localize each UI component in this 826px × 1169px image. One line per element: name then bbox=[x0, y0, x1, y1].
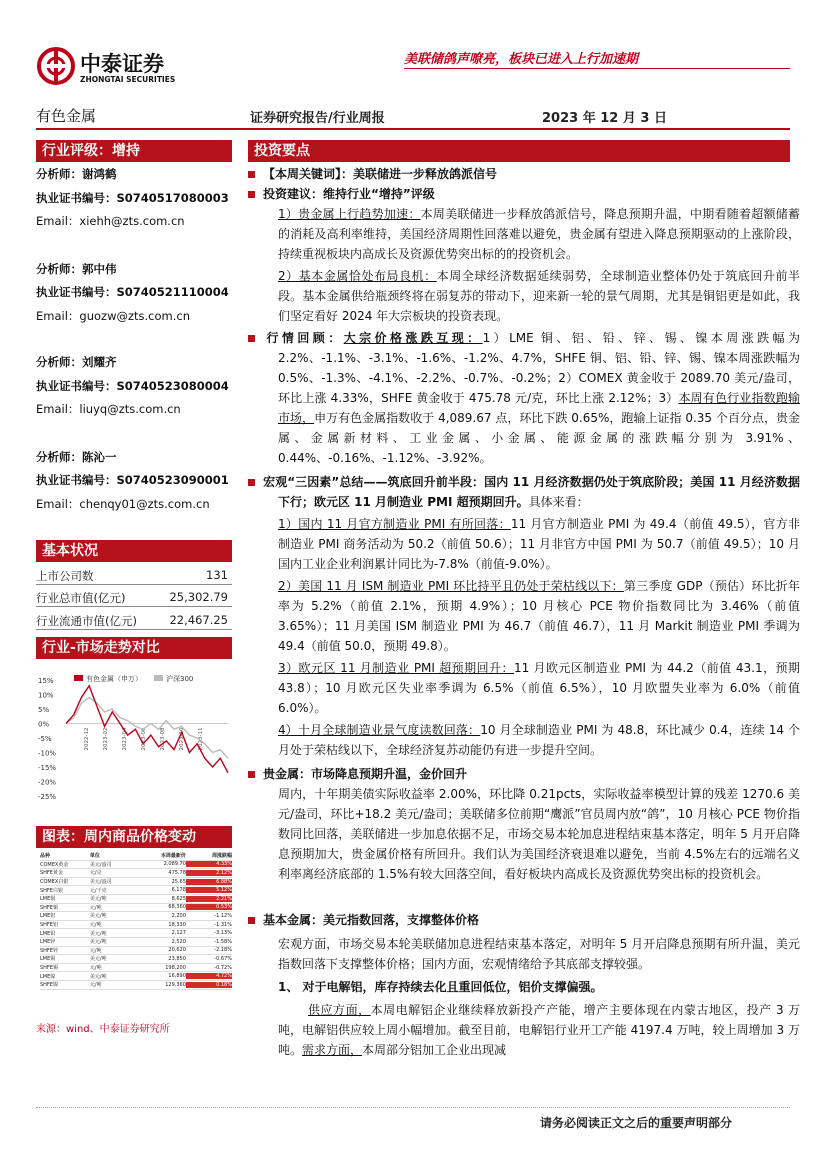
table-cell: 美元/吨 bbox=[89, 939, 107, 946]
bullet-icon bbox=[248, 479, 255, 486]
subhead: 3）欧元区 11 月制造业 PMI 超预期回升： bbox=[278, 661, 514, 675]
paragraph bbox=[248, 514, 800, 574]
table-cell: COMEX黄金 bbox=[40, 861, 69, 868]
table-header bbox=[40, 852, 232, 861]
table-cell: 美元/吨 bbox=[89, 896, 107, 903]
table-cell: LME铜 bbox=[40, 896, 56, 903]
section-heading bbox=[248, 764, 800, 784]
trend-chart bbox=[36, 668, 232, 804]
text: 贵金属：市场降息预期升温，金价回升 bbox=[263, 767, 468, 781]
table-row bbox=[40, 955, 232, 964]
subhead: 大宗价格涨跌互现： bbox=[343, 331, 483, 345]
table-cell: 元/吨 bbox=[89, 904, 102, 911]
table-cell: 475.78 bbox=[168, 869, 186, 876]
stat-row bbox=[36, 590, 228, 606]
analyst-email[interactable]: Email：xiehh@zts.com.cn bbox=[36, 214, 185, 228]
table-cell: SHFE镍 bbox=[40, 982, 58, 989]
table-row bbox=[40, 861, 232, 870]
stat-value: 131 bbox=[206, 568, 228, 582]
table-cell: 20,620 bbox=[168, 947, 186, 954]
sector-name: 有色金属 bbox=[36, 107, 97, 125]
rating-bar: 行业评级：增持 bbox=[36, 140, 232, 162]
table-cell: 6,178 bbox=[171, 887, 186, 894]
x-tick-label: 2022-12 bbox=[84, 727, 90, 751]
bullet-icon bbox=[248, 191, 255, 198]
x-tick-label: 2023-10 bbox=[179, 727, 185, 751]
table-cell: 2.12% bbox=[186, 870, 232, 876]
table-cell: 18,330 bbox=[168, 921, 186, 928]
table-row bbox=[40, 904, 232, 913]
divider bbox=[36, 584, 232, 585]
table-cell: 本周最新价 bbox=[160, 853, 186, 860]
text: 投资建议：维持行业“增持”评级 bbox=[263, 187, 435, 201]
table-cell: -2.18% bbox=[214, 947, 232, 954]
table-cell: 美元/吨 bbox=[89, 930, 107, 937]
subhead: 2）基本金属恰处布局良机： bbox=[278, 269, 437, 283]
text: 【本周关键词】：美联储进一步释放鸽派信号 bbox=[263, 167, 498, 181]
table-cell: 元/千克 bbox=[89, 887, 107, 894]
table-cell: SHFE锡 bbox=[40, 965, 58, 972]
divider bbox=[36, 629, 232, 630]
table-row bbox=[40, 947, 232, 956]
source-note: 来源：wind、中泰证券研究所 bbox=[36, 1024, 170, 1035]
text: 基本金属：美元指数回落，支撑整体价格 bbox=[263, 913, 480, 927]
y-tick-label: 15% bbox=[38, 677, 54, 685]
subhead: 1）国内 11 月官方制造业 PMI 有所回落： bbox=[278, 517, 511, 531]
x-tick-label: 2023-04 bbox=[122, 727, 128, 751]
key-points-bar: 投资要点 bbox=[248, 140, 790, 162]
paragraph bbox=[248, 266, 800, 326]
table-cell: LME铝 bbox=[40, 913, 56, 920]
analyst-name: 分析师：陈沁一 bbox=[36, 450, 117, 464]
text: 1）LME 铜、铝、铅、锌、锡、镍本周涨跌幅为 2.2%、-1.1%、-3.1%、-1.6%、-1.2%、4.7%，SHFE 铜、铝、铅、锌、锡、镍本周涨跌幅为 0.5%、-1.3%、-4.1%、-2.2%、-0.7%、-0.2%；2）COMEX 黄金收于 2089.70 美元/盎司，环比上涨 4.33%，SHFE 黄金收于 475.78 元/克，环比上涨 2.12%；3） bbox=[278, 331, 800, 405]
text: 11 月官方制造业 PMI 为 49.4（前值 49.5），官方非制造业 PMI 商务活动为 50.2（前值 50.6）；11 月非官方中国 PMI 为 50.7（前值 49.5）；10 月国内工业企业利润累计同比为-7.8%（前值-9.0%）。 bbox=[278, 517, 800, 571]
bullet-icon bbox=[248, 335, 255, 342]
text: 本周部分铝加工企业出现减 bbox=[362, 1043, 507, 1057]
stat-value: 22,467.25 bbox=[169, 613, 228, 627]
table-cell: 68,360 bbox=[168, 904, 186, 911]
y-tick-label: -15% bbox=[38, 764, 57, 772]
x-tick-label: 2023-08 bbox=[160, 727, 166, 751]
table-cell: LME锌 bbox=[40, 939, 56, 946]
table-cell: 周涨跌幅 bbox=[211, 853, 232, 860]
table-cell: 美元/吨 bbox=[89, 973, 107, 980]
table-cell: LME铅 bbox=[40, 930, 56, 937]
report-date: 2023 年 12 月 3 日 bbox=[542, 111, 667, 126]
subhead: 宏观“三因素”总结——筑底回升前半段：国内 11 月经济数据仍处于筑底阶段；美国 11 月经济数据下行；欧元区 11 月制造业 PMI 超预期回升。 bbox=[263, 475, 800, 509]
price-table-bar: 图表：周内商品价格变动 bbox=[36, 826, 232, 848]
paragraph bbox=[248, 1000, 800, 1060]
analyst-name: 分析师：郭中伟 bbox=[36, 262, 117, 276]
table-cell: 美元/盎司 bbox=[89, 861, 112, 868]
table-cell: 0.53% bbox=[186, 904, 232, 910]
table-cell: 23,850 bbox=[168, 955, 186, 962]
table-cell: 2,127 bbox=[171, 930, 186, 937]
bullet-icon bbox=[248, 171, 255, 178]
subhead: 1）贵金属上行趋势加速： bbox=[278, 207, 421, 221]
table-row bbox=[40, 929, 232, 938]
table-cell: 美元/吨 bbox=[89, 913, 107, 920]
footer-disclaimer: 请务必阅读正文之后的重要声明部分 bbox=[540, 1116, 733, 1130]
stat-row bbox=[36, 613, 228, 629]
table-row bbox=[40, 869, 232, 878]
table-cell: 元/吨 bbox=[89, 965, 102, 972]
analyst-cert: 执业证书编号：S0740523090001 bbox=[36, 473, 229, 487]
keyword-line bbox=[248, 164, 800, 184]
analyst-email[interactable]: Email：liuyq@zts.com.cn bbox=[36, 402, 181, 416]
y-tick-label: -10% bbox=[38, 749, 57, 758]
bullet-icon bbox=[248, 771, 255, 778]
paragraph bbox=[248, 472, 800, 512]
x-tick-label: 2023-11 bbox=[198, 727, 204, 751]
paragraph bbox=[248, 658, 800, 718]
x-tick-label: 2023-06 bbox=[141, 727, 147, 751]
text: 10 月全球制造业 PMI 为 48.8，环比减少 0.4，连续 14 个月处于荣枯线以下，全球经济复苏动能仍有进一步提升空间。 bbox=[278, 723, 800, 757]
table-row bbox=[40, 964, 232, 973]
analyst-name: 分析师：谢鸿鹤 bbox=[36, 167, 117, 181]
paragraph bbox=[248, 328, 800, 468]
header-divider bbox=[36, 128, 790, 130]
x-tick-label: 2023-02 bbox=[103, 727, 109, 751]
paragraph bbox=[248, 720, 800, 760]
table-cell: 5.12% bbox=[186, 887, 232, 893]
text: 申万有色金属指数收于 4,089.67 点，环比下跌 0.65%，跑输上证指 0.35 个百分点，贵金属、金属新材料、工业金属、小金属、能源金属的涨跌幅分别为 3.91%、0.44%、-0.16%、-1.12%、-3.92%。 bbox=[278, 411, 800, 465]
table-cell: SHFE铜 bbox=[40, 904, 58, 911]
table-row bbox=[40, 886, 232, 895]
paragraph bbox=[248, 204, 800, 264]
legend-swatch-b bbox=[154, 675, 163, 681]
table-cell: 4.72% bbox=[186, 973, 232, 979]
stat-row bbox=[36, 568, 228, 584]
text: 本周全球经济数据延续弱势，全球制造业整体仍处于筑底回升前半段。基本金属供给瓶颈终将在弱复苏的带动下，迎来新一轮的景气周期，尤其是铜铝更是如此，我们坚定看好 2024 年大宗板块的投资表现。 bbox=[278, 269, 800, 323]
legend-label-b: 沪深300 bbox=[166, 675, 194, 683]
y-tick-label: 10% bbox=[38, 691, 54, 700]
analyst-email[interactable]: Email：chenqy01@zts.com.cn bbox=[36, 497, 210, 511]
table-cell: 元/吨 bbox=[89, 947, 102, 954]
table-cell: COMEX白银 bbox=[40, 879, 69, 886]
paragraph: 宏观方面，市场交易本轮美联储加息进程结束基本落定，对明年 5 月开启降息预期有所升温，美元指数回落下支撑整体价格；国内方面，宏观情绪给予其底部支撑较强。 bbox=[278, 937, 800, 971]
table-row bbox=[40, 981, 232, 990]
footer-divider bbox=[36, 1107, 790, 1108]
text: 本周电解铝企业继续释放新投产产能，增产主要体现在内蒙古地区，投产 3 万吨，电解铝供应较上周小幅增加。截至目前，电解铝行业开工产能 4197.4 万吨，较上周增加 3 万吨。 bbox=[278, 1003, 800, 1057]
subhead: 4）十月全球制造业景气度读数回落： bbox=[278, 723, 481, 737]
table-cell: 2,200 bbox=[171, 912, 186, 919]
table-cell: LME锡 bbox=[40, 956, 56, 963]
table-cell: SHFE黄金 bbox=[40, 870, 63, 877]
trend-bar: 行业-市场走势对比 bbox=[36, 637, 232, 659]
table-row bbox=[40, 972, 232, 981]
table-cell: 8,625 bbox=[171, 895, 186, 902]
paragraph bbox=[248, 576, 800, 656]
analyst-cert: 执业证书编号：S0740521110004 bbox=[36, 285, 229, 299]
header-rule bbox=[404, 68, 790, 69]
table-cell: SHFE锌 bbox=[40, 947, 58, 954]
subhead: 本周有色行业指数跑输市场， bbox=[278, 391, 800, 425]
table-cell: -1.12% bbox=[214, 912, 232, 919]
section-heading bbox=[248, 910, 800, 930]
text: 11 月欧元区制造业 PMI 为 44.2（前值 43.1，预期 43.8）；10 月欧元区失业率季调为 6.5%（前值 6.5%），10 月欧盟失业率为 6.0%（前值 6.0%）。 bbox=[278, 661, 800, 715]
text: 本周美联储进一步释放鸽派信号，降息预期升温，中期看随着超额储蓄的消耗及高利率维持，美国经济周期性回落难以避免，贵金属有望进入降息预期驱动的上涨阶段，持续重视板块内高成长及资源优势突出标的的投资机会。 bbox=[278, 207, 800, 261]
bullet-icon bbox=[248, 917, 255, 924]
y-tick-label: -5% bbox=[38, 735, 52, 743]
basic-status-bar: 基本状况 bbox=[36, 540, 232, 562]
table-row bbox=[40, 938, 232, 947]
table-cell: 美元/吨 bbox=[89, 956, 107, 963]
price-table bbox=[40, 852, 232, 990]
subhead: 行情回顾： bbox=[263, 331, 344, 345]
table-cell: -1.58% bbox=[214, 938, 232, 945]
subhead: 2）美国 11 月 ISM 制造业 PMI 环比持平且仍处于荣枯线以下： bbox=[278, 579, 624, 593]
y-tick-label: 0% bbox=[38, 720, 50, 729]
legend-label-a: 有色金属（申万） bbox=[86, 675, 142, 683]
analyst-cert: 执业证书编号：S0740523080004 bbox=[36, 379, 229, 393]
legend-swatch-a bbox=[74, 675, 83, 681]
divider bbox=[36, 606, 232, 607]
table-cell: -0.72% bbox=[214, 964, 232, 971]
stat-label: 行业总市值(亿元) bbox=[36, 591, 126, 605]
table-row bbox=[40, 912, 232, 921]
recommendation-line bbox=[248, 184, 800, 204]
y-tick-label: -20% bbox=[38, 778, 57, 787]
table-cell: 4.33% bbox=[186, 861, 232, 867]
table-cell: 2,089.70 bbox=[163, 861, 186, 868]
table-cell: LME镍 bbox=[40, 973, 56, 980]
zhongtai-logo bbox=[36, 46, 186, 90]
table-cell: 129,360 bbox=[165, 981, 186, 988]
company-name-en: ZHONGTAI SECURITIES bbox=[80, 75, 176, 84]
table-cell: 198,200 bbox=[165, 964, 186, 971]
table-row bbox=[40, 895, 232, 904]
paragraph: 周内，十年期美债实际收益率 2.00%，环比降 0.21pcts，实际收益率模型计算的残差 1270.6 美元/盎司，环比+18.2 美元/盎司；美联储多位前期“鹰派”官员周内放“鸽”，10 月核心 PCE 物价指数同比回落，美联储进一步加息依据不足，市场交易本轮加息进程结束基本落定，明年 5 月开启降息预期加大，贵金属价格有所回升。我们认为美国经济衰退难以避免，当前 4.5%左右的远端名义利率离经济底部的 1.5%有较大回落空间，看好板块内高成长及资源优势突出标的投资机会。 bbox=[278, 787, 800, 881]
table-cell: SHFE白银 bbox=[40, 887, 63, 894]
table-cell: 美元/盎司 bbox=[89, 879, 112, 886]
stat-label: 行业流通市值(亿元) bbox=[36, 614, 137, 628]
analyst-cert: 执业证书编号：S0740517080003 bbox=[36, 191, 229, 205]
y-tick-label: 5% bbox=[38, 706, 50, 714]
table-cell: 2,520 bbox=[171, 938, 186, 945]
trend-chart-svg bbox=[36, 668, 232, 804]
table-cell: SHFE铝 bbox=[40, 922, 58, 929]
table-cell: -3.13% bbox=[214, 930, 232, 937]
analyst-name: 分析师：刘耀齐 bbox=[36, 355, 117, 369]
y-tick-label: -25% bbox=[38, 793, 57, 801]
stat-value: 25,302.79 bbox=[169, 590, 228, 604]
stat-label: 上市公司数 bbox=[36, 569, 94, 583]
table-cell: 6.88% bbox=[186, 879, 232, 885]
table-cell: 元/吨 bbox=[89, 982, 102, 989]
table-cell: 2.21% bbox=[186, 896, 232, 902]
table-cell: 元/克 bbox=[89, 870, 102, 877]
table-cell: 单位 bbox=[89, 853, 100, 860]
report-headline: 美联储鸽声嘹亮，板块已进入上行加速期 bbox=[404, 52, 639, 67]
table-row bbox=[40, 921, 232, 930]
table-cell: 25.65 bbox=[171, 878, 186, 885]
table-cell: -1.31% bbox=[214, 921, 232, 928]
table-cell: 元/吨 bbox=[89, 922, 102, 929]
report-type: 证券研究报告/行业周报 bbox=[250, 111, 385, 126]
company-name-cn: 中泰证券 bbox=[80, 52, 164, 76]
text: 具体来看： bbox=[528, 495, 589, 509]
analyst-email[interactable]: Email：guozw@zts.com.cn bbox=[36, 309, 190, 323]
table-cell: 品种 bbox=[40, 853, 51, 860]
table-cell: 0.18% bbox=[186, 982, 232, 988]
table-cell: 16,890 bbox=[168, 973, 186, 980]
table-row bbox=[40, 878, 232, 887]
table-cell: -0.67% bbox=[214, 955, 232, 962]
subheading: 1、 对于电解铝，库存持续去化且重回低位，铝价支撑偏强。 bbox=[278, 980, 603, 994]
text: 第三季度 GDP（预估）环比折年率为 5.2%（前值 2.1%，预期 4.9%）；10 月核心 PCE 物价指数同比为 3.46%（前值 3.65%）；11 月美国 ISM 制造业 PMI 为 46.7（前值 46.7），11 月 Markit 制造业 PMI 季调为 49.4（前值 50.0，预期 49.8）。 bbox=[278, 579, 800, 653]
subhead: 供应方面， bbox=[308, 1003, 371, 1017]
subhead: 需求方面， bbox=[302, 1043, 363, 1057]
